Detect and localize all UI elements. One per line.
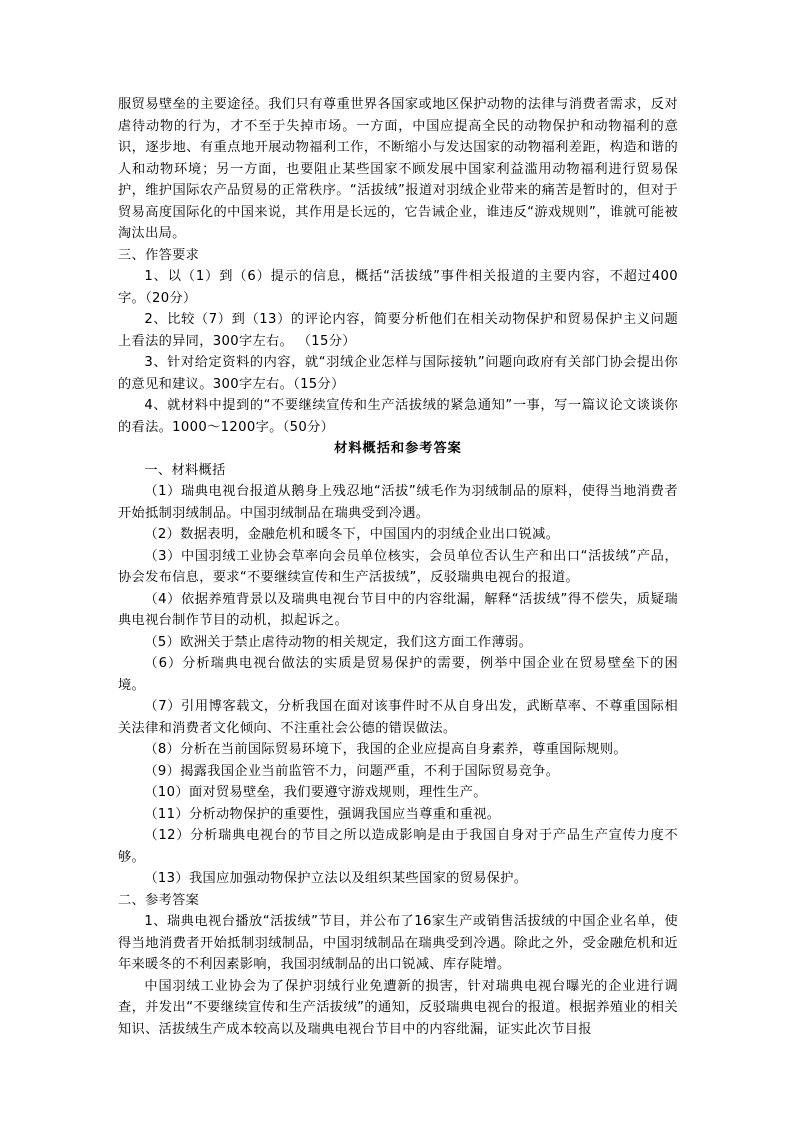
reference-paragraph: 1、瑞典电视台播放“活拔绒”节目，并公布了16家生产或销售活拔绒的中国企业名单，使得当地消费者开始抵制羽绒制品，中国羽绒制品在瑞典受到冷遇。除此之外，受金融危机和近年来暖冬的不利因素影响，我国羽绒制品的出口锐减、库存陡增。	[118, 914, 678, 972]
requirement-item: 4、就材料中提到的“不要继续宣传和生产活拔绒的紧急通知”一事，写一篇议论文谈谈你的看法。1000～1200字。（50分）	[118, 398, 678, 435]
summary-item: （2）数据表明，金融危机和暖冬下，中国国内的羽绒企业出口锐减。	[144, 527, 560, 542]
reference-heading: 二、参考答案	[118, 892, 200, 908]
intro-paragraph: 服贸易壁垒的主要途径。我们只有尊重世界各国家或地区保护动物的法律与消费者需求，反对虐待动物的行为，才不至于失掉市场。一方面，中国应提高全民的动物保护和动物福利的意识，逐步地、有重点地开展动物福利工作，不断缩小与发达国家的动物福利差距，构造和谐的人和动物环境；另一方面，也要阻止某些国家不顾发展中国家利益滥用动物福利进行贸易保护，维护国际农产品贸易的正常秩序。“活拔绒”报道对羽绒企业带来的痛苦是暂时的，但对于贸易高度国际化的中国来说，其作用是长远的，它告诫企业，谁违反“游戏规则”，谁就可能被淘汰出局。	[118, 97, 678, 241]
requirement-item: 3、针对给定资料的内容，就“羽绒企业怎样与国际接轨”问题向政府有关部门协会提出你的意见和建议。300字左右。（15分）	[118, 355, 678, 392]
document-title: 材料概括和参考答案	[334, 441, 462, 456]
summary-item: （3）中国羽绒工业协会草率向会员单位核实，会员单位否认生产和出口“活拔绒”产品，协会发布信息，要求“不要继续宣传和生产活拔绒”，反驳瑞典电视台的报道。	[118, 548, 678, 585]
summary-item: （10）面对贸易壁垒，我们要遵守游戏规则，理性生产。	[144, 785, 487, 800]
requirement-item: 1、以（1）到（6）提示的信息，概括“活拔绒”事件相关报道的主要内容，不超过400字。（20分）	[118, 269, 678, 306]
summary-item: （13）我国应加强动物保护立法以及组织某些国家的贸易保护。	[144, 871, 528, 886]
summary-item: （1）瑞典电视台报道从鹅身上残忍地“活拔”绒毛作为羽绒制品的原料，使得当地消费者开始抵制羽绒制品。中国羽绒制品在瑞典受到冷遇。	[118, 484, 678, 521]
summary-item: （6）分析瑞典电视台做法的实质是贸易保护的需要，例举中国企业在贸易壁垒下的困境。	[118, 656, 678, 693]
summary-item: （7）引用博客载文，分析我国在面对该事件时不从自身出发，武断草率、不尊重国际相关法律和消费者文化倾向、不注重社会公德的错误做法。	[118, 699, 678, 736]
reference-paragraph: 中国羽绒工业协会为了保护羽绒行业免遭新的损害，针对瑞典电视台曝光的企业进行调查，并发出“不要继续宣传和生产活拔绒”的通知，反驳瑞典电视台的报道。根据养殖业的相关知识、活拔绒生产成本较高以及瑞典电视台节目中的内容纰漏，证实此次节目报	[118, 978, 678, 1037]
requirements-heading: 三、作答要求	[118, 247, 200, 263]
summary-item: （9）揭露我国企业当前监管不力，问题严重，不利于国际贸易竞争。	[144, 763, 560, 779]
summary-item: （4）依据养殖背景以及瑞典电视台节目中的内容纰漏，解释“活拔绒”得不偿失，质疑瑞典电视台制作节目的动机，拟起诉之。	[118, 591, 678, 628]
requirement-item: 2、比较（7）到（13）的评论内容，简要分析他们在相关动物保护和贸易保护主义问题上看法的异同，300字左右。 （15分）	[118, 312, 678, 349]
summary-item: （11）分析动物保护的重要性，强调我国应当尊重和重视。	[144, 806, 501, 822]
summary-item: （5）欧洲关于禁止虐待动物的相关规定，我们这方面工作薄弱。	[144, 634, 533, 650]
summary-item: （8）分析在当前国际贸易环境下，我国的企业应提高自身素养，尊重国际规则。	[144, 742, 627, 757]
document-page	[118, 94, 678, 1040]
summary-item: （12）分析瑞典电视台的节目之所以造成影响是由于我国自身对于产品生产宣传力度不够。	[118, 828, 678, 865]
summary-heading: 一、材料概括	[144, 462, 226, 478]
